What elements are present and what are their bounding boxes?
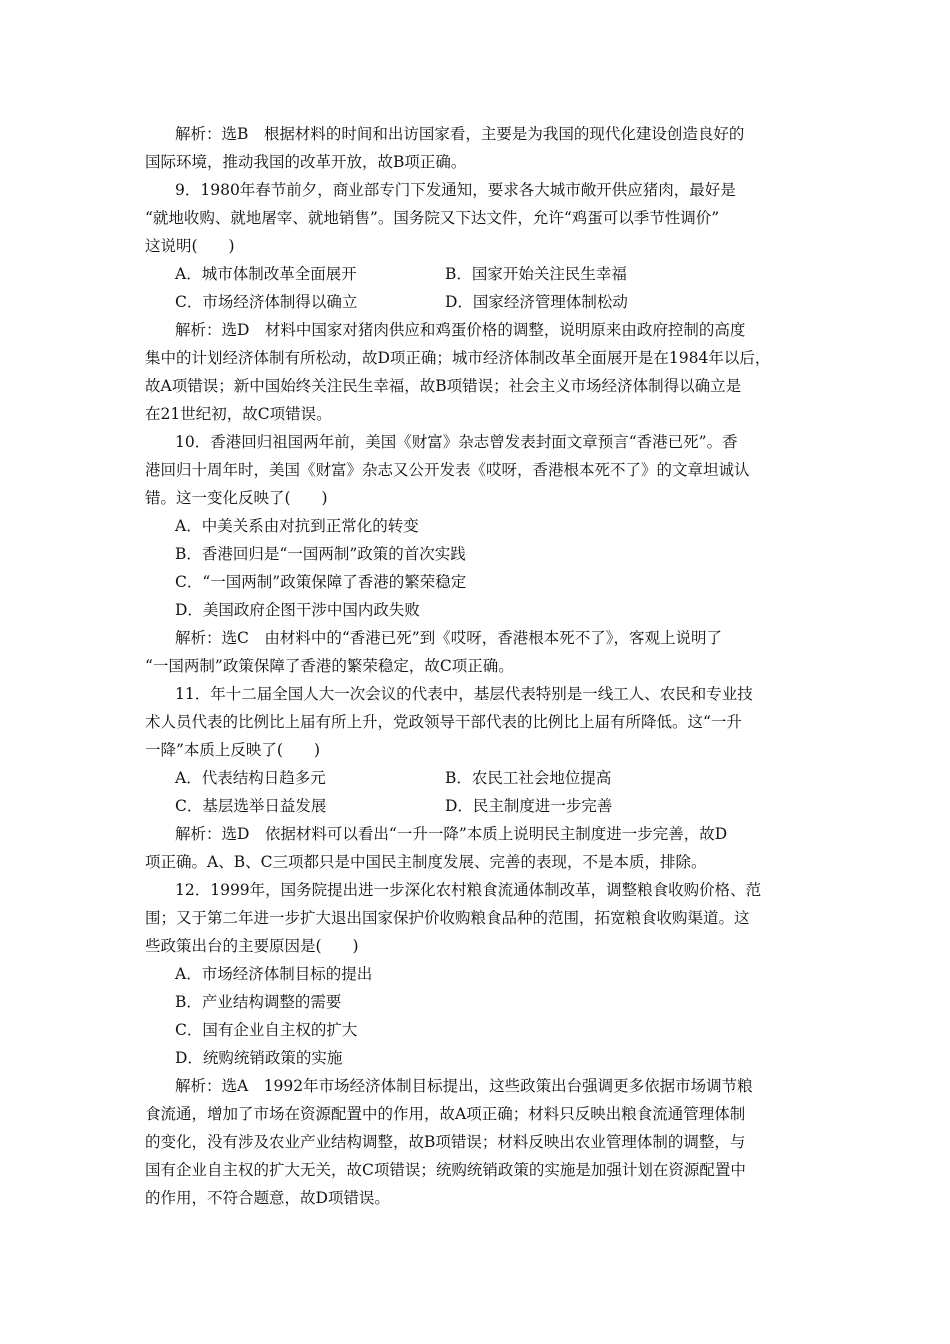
question-text-line: 些政策出台的主要原因是( ) — [145, 937, 359, 955]
option-item: C．市场经济体制得以确立 — [175, 293, 358, 311]
option-item: B．产业结构调整的需要 — [175, 993, 342, 1011]
question-text-line: “就地收购、就地屠宰、就地销售”。国务院又下达文件，允许“鸡蛋可以季节性调价” — [145, 209, 720, 227]
analysis-text-line: 的变化，没有涉及农业产业结构调整，故B项错误；材料反映出农业管理体制的调整，与 — [145, 1133, 746, 1151]
option-item: A．市场经济体制目标的提出 — [175, 965, 373, 983]
option-item: C．基层选举日益发展 — [175, 797, 327, 815]
question-text-line: 这说明( ) — [145, 237, 235, 255]
question-text-line: 12．1999年，国务院提出进一步深化农村粮食流通体制改革，调整粮食收购价格、范 — [175, 881, 762, 899]
option-item: B．农民工社会地位提高 — [445, 769, 612, 787]
analysis-block — [145, 316, 810, 428]
question-text-line: 11．年十二届全国人大一次会议的代表中，基层代表特别是一线工人、农民和专业技 — [175, 685, 753, 703]
analysis-text-line: 解析：选D 依据材料可以看出“一升一降”本质上说明民主制度进一步完善，故D — [175, 825, 728, 843]
analysis-block — [145, 624, 810, 680]
option-item: A．代表结构日趋多元 — [175, 769, 326, 787]
analysis-block — [145, 1072, 810, 1212]
option-item: B．香港回归是“一国两制”政策的首次实践 — [175, 545, 466, 563]
analysis-text-line: 集中的计划经济体制有所松动，故D项正确；城市经济体制改革全面展开是在1984年以后， — [145, 349, 771, 367]
option-row — [145, 792, 810, 820]
option-item: D．统购统销政策的实施 — [175, 1049, 343, 1067]
question-block — [145, 680, 810, 764]
analysis-text-line: 解析：选C 由材料中的“香港已死”到《哎呀，香港根本死不了》，客观上说明了 — [175, 629, 722, 647]
analysis-text-line: 项正确。A、B、C三项都只是中国民主制度发展、完善的表现，不是本质，排除。 — [145, 853, 707, 871]
question-block — [145, 428, 810, 512]
analysis-text-line: 故A项错误；新中国始终关注民生幸福，故B项错误；社会主义市场经济体制得以确立是 — [145, 377, 742, 395]
analysis-block — [145, 120, 810, 176]
analysis-block — [145, 820, 810, 876]
question-text-line: 10．香港回归祖国两年前，美国《财富》杂志曾发表封面文章预言“香港已死”。香 — [175, 433, 738, 451]
document-body — [145, 120, 810, 1212]
option-row — [145, 288, 810, 316]
analysis-text-line: 国有企业自主权的扩大无关，故C项错误；统购统销政策的实施是加强计划在资源配置中 — [145, 1161, 746, 1179]
question-text-line: 术人员代表的比例比上届有所上升，党政领导干部代表的比例比上届有所降低。这“一升 — [145, 713, 742, 731]
option-item: A．中美关系由对抗到正常化的转变 — [175, 517, 419, 535]
question-block — [145, 876, 810, 960]
question-block — [145, 176, 810, 260]
question-text-line: 港回归十周年时，美国《财富》杂志又公开发表《哎呀，香港根本死不了》的文章坦诚认 — [145, 461, 750, 479]
analysis-text-line: 食流通，增加了市场在资源配置中的作用，故A项正确；材料只反映出粮食流通管理体制 — [145, 1105, 746, 1123]
analysis-text-line: 解析：选A 1992年市场经济体制目标提出，这些政策出台强调更多依据市场调节粮 — [175, 1077, 753, 1095]
option-item: C．“一国两制”政策保障了香港的繁荣稳定 — [175, 573, 467, 591]
options-block — [145, 764, 810, 820]
options-block — [145, 960, 810, 1072]
option-item: C．国有企业自主权的扩大 — [175, 1021, 358, 1039]
option-item: A．城市体制改革全面展开 — [175, 265, 357, 283]
question-text-line: 9．1980年春节前夕，商业部专门下发通知，要求各大城市敞开供应猪肉，最好是 — [175, 181, 736, 199]
option-item: D．民主制度进一步完善 — [445, 797, 613, 815]
option-item: B．国家开始关注民生幸福 — [445, 265, 627, 283]
analysis-text-line: 在21世纪初，故C项错误。 — [145, 405, 332, 423]
analysis-text-line: “一国两制”政策保障了香港的繁荣稳定，故C项正确。 — [145, 657, 514, 675]
question-text-line: 围；又于第二年进一步扩大退出国家保护价收购粮食品种的范围，拓宽粮食收购渠道。这 — [145, 909, 750, 927]
analysis-text-line: 解析：选D 材料中国家对猪肉供应和鸡蛋价格的调整，说明原来由政府控制的高度 — [175, 321, 746, 339]
option-row — [145, 764, 810, 792]
analysis-text-line: 的作用，不符合题意，故D项错误。 — [145, 1189, 390, 1207]
question-text-line: 一降”本质上反映了( ) — [145, 741, 321, 759]
option-item: D．国家经济管理体制松动 — [445, 293, 628, 311]
analysis-text-line: 国际环境，推动我国的改革开放，故B项正确。 — [145, 153, 467, 171]
options-block — [145, 260, 810, 316]
option-item: D．美国政府企图干涉中国内政失败 — [175, 601, 420, 619]
option-row — [145, 260, 810, 288]
question-text-line: 错。这一变化反映了( ) — [145, 489, 328, 507]
options-block — [145, 512, 810, 624]
analysis-text-line: 解析：选B 根据材料的时间和出访国家看，主要是为我国的现代化建设创造良好的 — [175, 125, 745, 143]
